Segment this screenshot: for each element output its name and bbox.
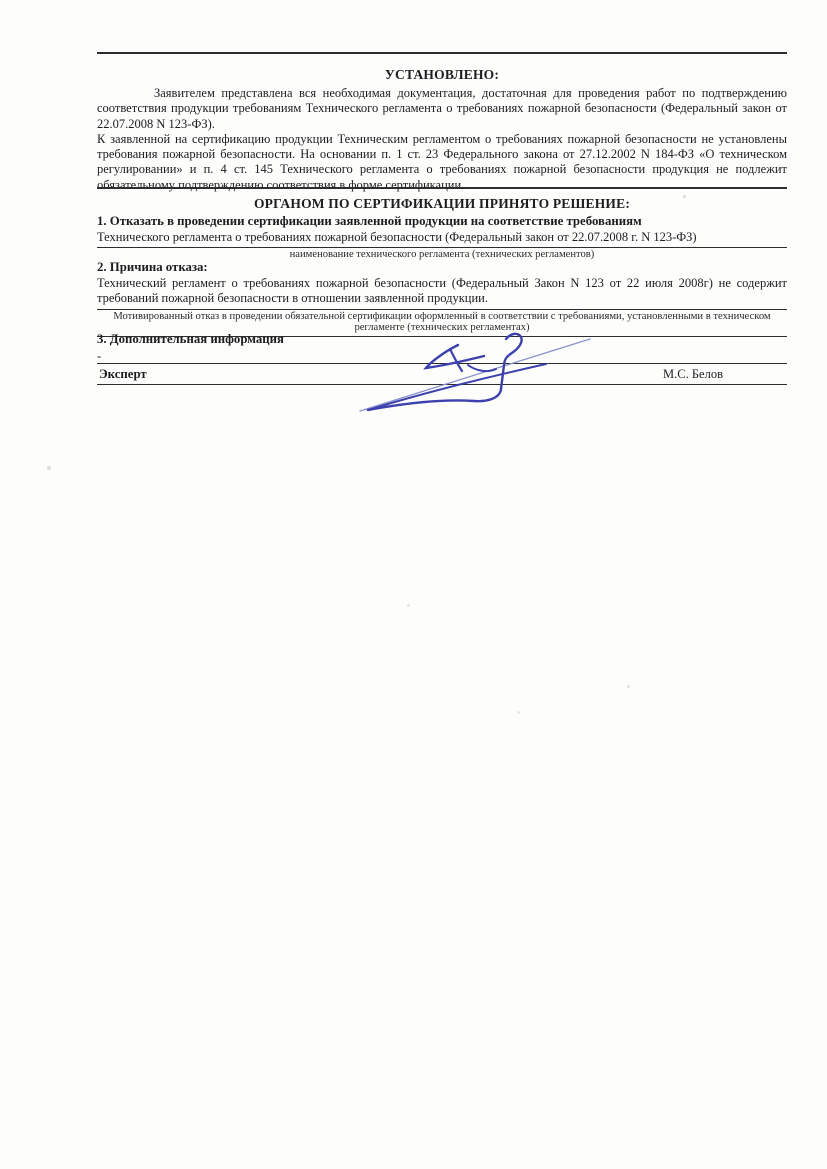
scan-speck [627,685,630,688]
established-paragraph-2: К заявленной на сертификацию продукции Техническим регламентом о требованиях пожарной безопасности не установлены требования пожарной безопасности. На основании п. 1 ст. 23 Федерального закона от 27.12.2002 N 184-ФЗ «О техническом регулировании» и п. 4 ст. 145 Технического регламента о требованиях пожарной безопасности продукция не подлежит обязательному подтверждению соответствия в форме сертификации. [97,131,787,192]
divider [97,187,787,189]
section-signoff [97,331,787,385]
divider [97,309,787,310]
decision-item1-caption: наименование технического регламента (технических регламентов) [289,249,595,260]
scan-speck [47,466,51,470]
decision-item2-label: 2. Причина отказа: [97,260,208,274]
decision-item1-label: 1. Отказать в проведении сертификации заявленной продукции на соответствие требованиям [97,214,642,228]
divider [97,52,787,54]
section-decision [97,187,787,261]
decision-item3-value: - [97,348,102,363]
section-established [97,0,787,193]
expert-label: Эксперт [99,366,147,381]
scan-speck [517,711,520,714]
divider [97,384,787,385]
decision-heading: ОРГАНОМ ПО СЕРТИФИКАЦИИ ПРИНЯТО РЕШЕНИЕ: [253,196,631,211]
scan-speck [683,195,686,198]
established-paragraph-1: Заявителем представлена вся необходимая документация, достаточная для проведения работ по подтверждению соответствия продукции требованиям Технического регламента о требованиях пожарной безопасности (Федеральный закон от 22.07.2008 N 123-ФЗ). [97,86,787,131]
decision-item2-value: Технический регламент о требованиях пожарной безопасности (Федеральный Закон N 123 от 22 июля 2008г) не содержит требований пожарной безопасности в отношении заявленной продукции. [97,275,787,305]
signoff-row [97,364,787,384]
decision-item1-value: Технического регламента о требованиях пожарной безопасности (Федеральный закон от 22.07.2008 г. N 123-ФЗ) [97,229,697,244]
divider [97,247,787,248]
established-heading: УСТАНОВЛЕНО: [384,67,500,82]
decision-item3-label: 3. Дополнительная информация [97,332,284,346]
scan-speck [407,604,410,607]
decision-item2-caption: Мотивированный отказ в проведении обязательной сертификации оформленный в соответствии с требованиями, установленными в техническом регламенте (технических регламентах) [113,310,771,334]
section-refusal-reason [97,260,787,337]
expert-name: М.С. Белов [663,366,723,381]
